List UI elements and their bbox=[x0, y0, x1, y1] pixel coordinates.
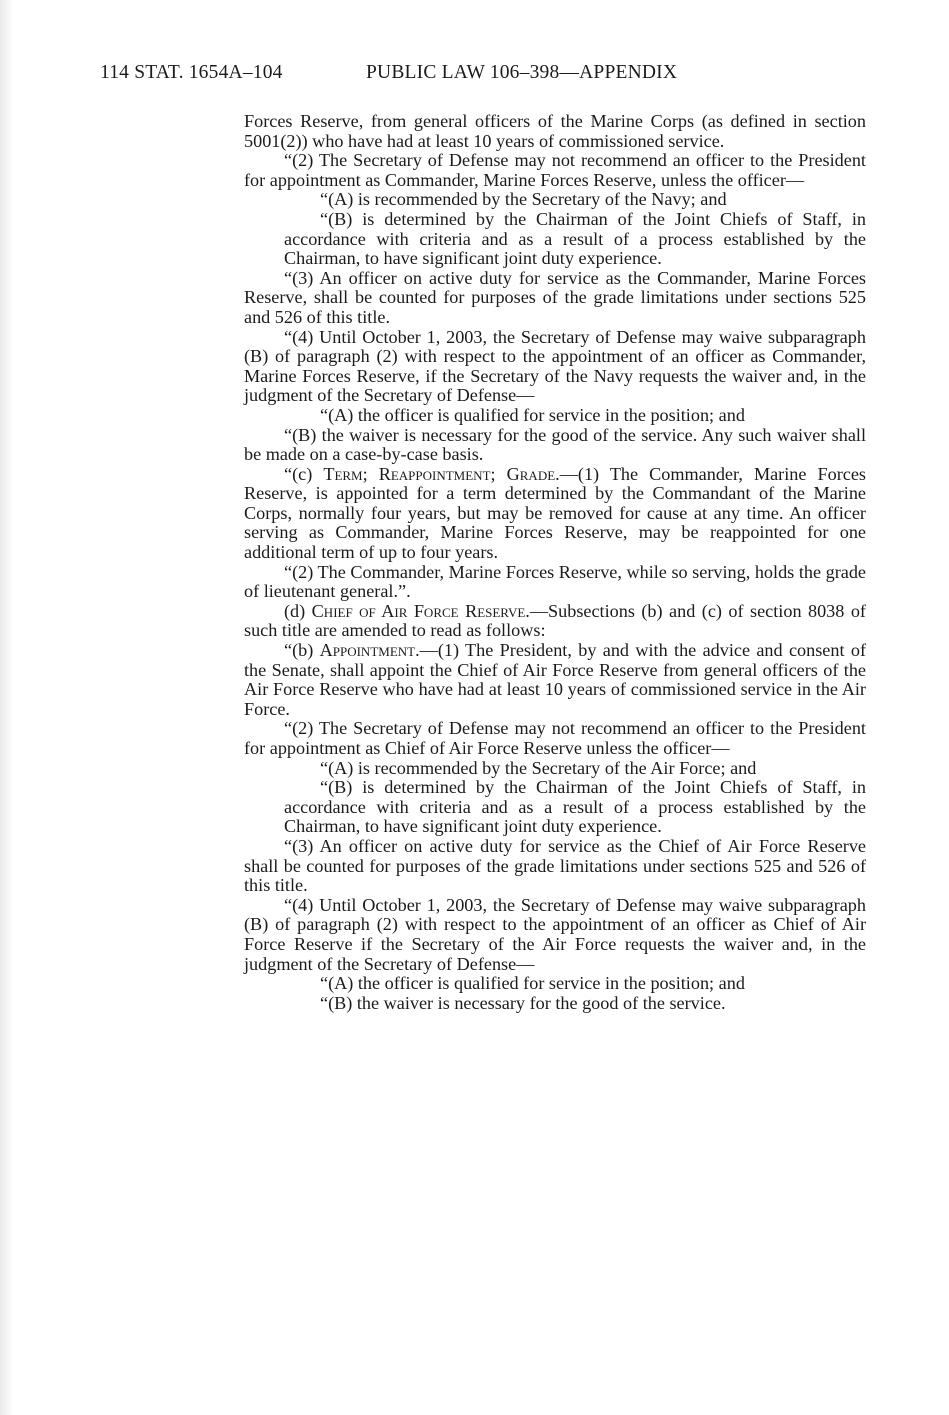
subparagraph: “(B) is determined by the Chairman of the Joint Chiefs of Staff, in accordance with criteria and as a result of a process established by the Chairman, to have significant joint duty experience. bbox=[284, 777, 866, 837]
paragraph bbox=[244, 465, 866, 563]
page-edge-shadow bbox=[0, 0, 14, 1415]
subparagraph: “(B) is determined by the Chairman of the Joint Chiefs of Staff, in accordance with criteria and as a result of a process established by the Chairman, to have significant joint duty experience. bbox=[284, 208, 866, 269]
subparagraph: “(A) the officer is qualified for service in the position; and bbox=[320, 973, 745, 994]
paragraph: Forces Reserve, from general officers of the Marine Corps (as defined in section 5001(2)) who have had at least 10 years of commissioned service. bbox=[244, 111, 866, 151]
subsection-heading: Appointment. bbox=[319, 640, 420, 661]
paragraph bbox=[244, 602, 866, 641]
paragraph: “(4) Until October 1, 2003, the Secretary of Defense may waive subparagraph (B) of paragraph (2) with respect to the appointment of an officer as Chief of Air Force Reserve if the Secretary of the Air Force requests the waiver and, in the judgment of the Secretary of Defense— bbox=[244, 894, 866, 974]
paragraph: “(3) An officer on active duty for service as the Chief of Air Force Reserve shall be counted for purposes of the grade limitations under sections 525 and 526 of this title. bbox=[244, 835, 866, 896]
paragraph: “(2) The Commander, Marine Forces Reserve, while so serving, holds the grade of lieutenant general.”. bbox=[244, 561, 866, 602]
running-head bbox=[100, 62, 860, 84]
subsection-text: —(1) The Commander, Marine Forces Reserve, is appointed for a term determined by the Commandant of the Marine Corps, normally four years, but may be removed for cause at any time. An officer serving as Commander, Marine Forces Reserve, may be reappointed for one additional term of up to four years. bbox=[244, 463, 867, 563]
subsection-lead: “(b) bbox=[284, 640, 320, 661]
subsection-heading: Chief of Air Force Reserve. bbox=[311, 600, 530, 621]
paragraph: “(3) An officer on active duty for service as the Commander, Marine Forces Reserve, shall be counted for purposes of the grade limitations under sections 525 and 526 of this title. bbox=[244, 267, 866, 327]
subsection-lead: “(c) bbox=[284, 463, 324, 484]
subparagraph: “(A) is recommended by the Secretary of the Air Force; and bbox=[320, 757, 757, 778]
subparagraph: “(A) the officer is qualified for service in the position; and bbox=[320, 404, 745, 425]
subsection-text: —Subsections (b) and (c) of section 8038 of such title are amended to read as follows: bbox=[244, 600, 866, 641]
subsection-heading: Term; Reappointment; Grade. bbox=[323, 463, 560, 484]
subparagraph: “(A) is recommended by the Secretary of the Navy; and bbox=[320, 189, 727, 210]
running-title: PUBLIC LAW 106–398—APPENDIX bbox=[366, 62, 678, 83]
subparagraph: “(B) the waiver is necessary for the good of the service. bbox=[320, 992, 726, 1013]
paragraph: “(4) Until October 1, 2003, the Secretary of Defense may waive subparagraph (B) of paragraph (2) with respect to the appointment of an officer as Commander, Marine Forces Reserve, if the Secretary of the Navy requests the waiver and, in the judgment of the Secretary of Defense— bbox=[244, 326, 866, 406]
document-body bbox=[244, 112, 866, 1013]
page-folio: 114 STAT. 1654A–104 bbox=[100, 62, 283, 83]
paragraph: “(B) the waiver is necessary for the good of the service. Any such waiver shall be made on a case-by-case basis. bbox=[244, 424, 866, 465]
paragraph bbox=[244, 641, 866, 719]
paragraph: “(2) The Secretary of Defense may not recommend an officer to the President for appointment as Commander, Marine Forces Reserve, unless the officer— bbox=[244, 150, 866, 190]
paragraph: “(2) The Secretary of Defense may not recommend an officer to the President for appointment as Chief of Air Force Reserve unless the officer— bbox=[244, 718, 866, 758]
subsection-text: —(1) The President, by and with the advice and consent of the Senate, shall appoint the Chief of Air Force Reserve from general officers of the Air Force Reserve who have had at least 10 years of commissioned service in the Air Force. bbox=[244, 640, 866, 719]
subsection-lead: (d) bbox=[284, 600, 312, 621]
